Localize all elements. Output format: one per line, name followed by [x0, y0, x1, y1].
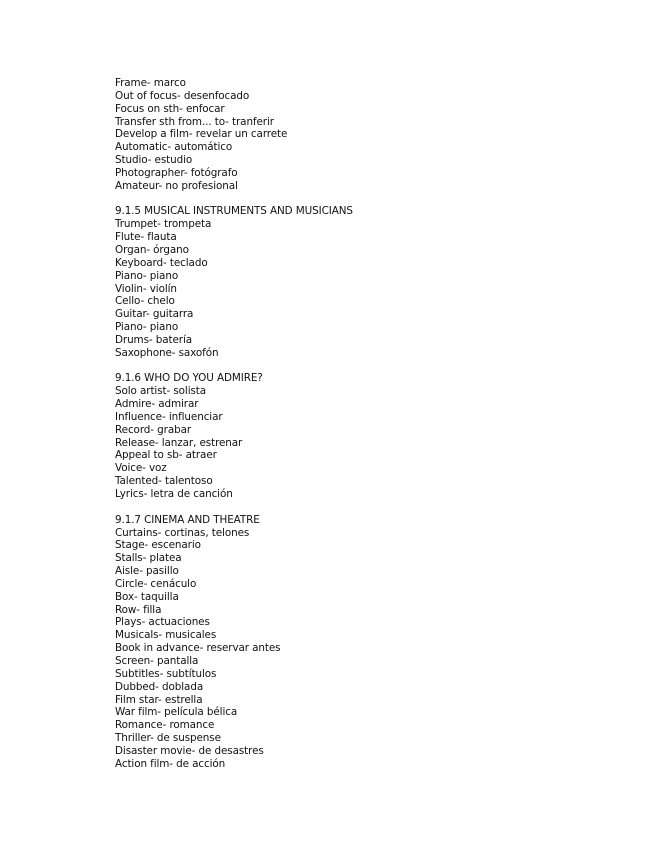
- list-item: Violin- violín: [115, 282, 177, 295]
- photo-terms-section: [115, 77, 635, 193]
- list-item: Frame- marco: [115, 77, 186, 89]
- list-item: Admire- admirar: [115, 398, 199, 411]
- list-item: Romance- romance: [115, 719, 215, 732]
- list-item: Screen- pantalla: [115, 654, 199, 667]
- list-item: Dubbed- doblada: [115, 680, 204, 693]
- section-heading: 9.1.7 CINEMA AND THEATRE: [115, 513, 260, 526]
- list-item: Row- filla: [115, 603, 162, 616]
- list-item: Voice- voz: [115, 462, 167, 475]
- list-item: Subtitles- subtítulos: [115, 667, 217, 680]
- section-heading: 9.1.5 MUSICAL INSTRUMENTS AND MUSICIANS: [115, 205, 353, 218]
- list-item: Keyboard- teclado: [115, 256, 208, 269]
- list-item: Action film- de acción: [115, 757, 226, 770]
- list-item: Lyrics- letra de canción: [115, 488, 233, 500]
- list-item: Talented- talentoso: [115, 475, 213, 488]
- list-item: Flute- flauta: [115, 231, 177, 244]
- list-item: Circle- cenáculo: [115, 577, 197, 590]
- list-item: Piano- piano: [115, 321, 179, 334]
- list-item: Disaster movie- de desastres: [115, 744, 264, 757]
- section-heading: 9.1.6 WHO DO YOU ADMIRE?: [115, 372, 263, 385]
- list-item: Piano- piano: [115, 269, 179, 282]
- list-item: Aisle- pasillo: [115, 565, 179, 578]
- list-item: Automatic- automático: [115, 141, 233, 154]
- list-item: Develop a film- revelar un carrete: [115, 128, 288, 141]
- list-item: Stage- escenario: [115, 539, 201, 552]
- list-item: War film- película bélica: [115, 706, 238, 719]
- list-item: Musicals- musicales: [115, 629, 217, 642]
- cinema-section: [115, 514, 635, 771]
- list-item: Appeal to sb- atraer: [115, 449, 217, 462]
- vocabulary-list: [115, 77, 635, 771]
- list-item: Transfer sth from... to- tranferir: [115, 115, 274, 128]
- list-item: Curtains- cortinas, telones: [115, 526, 250, 539]
- list-item: Trumpet- trompeta: [115, 218, 212, 231]
- list-item: Box- taquilla: [115, 590, 179, 603]
- list-item: Film star- estrella: [115, 693, 203, 706]
- list-item: Solo artist- solista: [115, 385, 207, 398]
- list-item: Record- grabar: [115, 423, 192, 436]
- list-item: Photographer- fotógrafo: [115, 166, 238, 179]
- list-item: Book in advance- reservar antes: [115, 642, 281, 655]
- list-item: Organ- órgano: [115, 243, 189, 256]
- list-item: Thriller- de suspense: [115, 732, 221, 745]
- list-item: Studio- estudio: [115, 154, 193, 167]
- list-item: Amateur- no profesional: [115, 179, 238, 192]
- list-item: Drums- batería: [115, 333, 193, 346]
- list-item: Focus on sth- enfocar: [115, 102, 225, 115]
- list-item: Stalls- platea: [115, 552, 182, 565]
- list-item: Plays- actuaciones: [115, 616, 210, 629]
- list-item: Out of focus- desenfocado: [115, 89, 250, 102]
- list-item: Saxophone- saxofón: [115, 346, 219, 359]
- list-item: Release- lanzar, estrenar: [115, 436, 243, 449]
- admire-section: [115, 372, 635, 500]
- list-item: Cello- chelo: [115, 295, 175, 308]
- list-item: Guitar- guitarra: [115, 308, 194, 321]
- list-item: Influence- influenciar: [115, 410, 223, 423]
- music-section: [115, 205, 635, 359]
